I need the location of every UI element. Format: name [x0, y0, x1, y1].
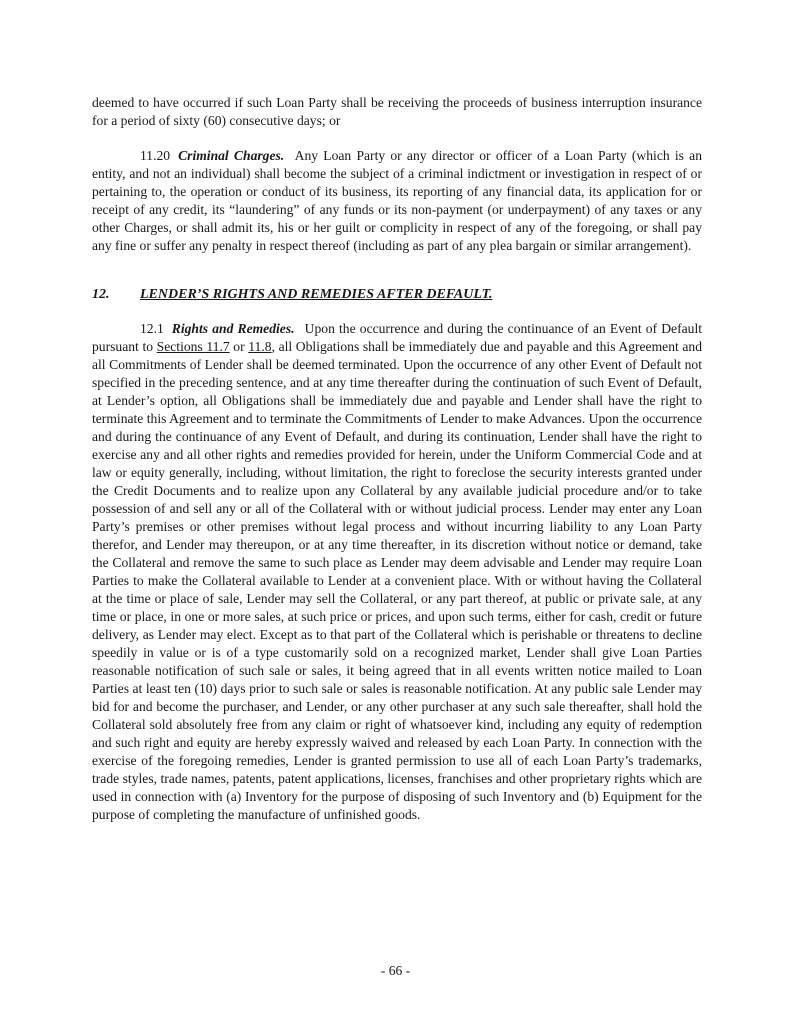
section-11-20: [92, 147, 702, 255]
cross-reference-link[interactable]: Sections 11.7: [156, 339, 230, 354]
cross-reference-link[interactable]: 11.8: [248, 339, 272, 354]
section-body-part1: Upon the occurrence and during the continuance of an Event of Default pursuant to: [92, 321, 703, 354]
section-body: Any Loan Party or any director or officer of a Loan Party (which is an entity, and not an individual) shall become the subject of a criminal indictment or investigation in respect of or pertaining to, the operation or conduct of its business, its reporting of any financial data, its application for or receipt of any credit, its “laundering” of any funds or its non-payment (or underpayment) of any taxes or any other Charges, or shall admit its, his or her guilt or complicity in respect of any of the foregoing, or shall pay any fine or suffer any penalty in respect thereof (including as part of any plea bargain or similar arrangement).: [92, 148, 702, 253]
section-title: Criminal Charges.: [178, 148, 285, 163]
article-number: 12.: [92, 287, 110, 302]
section-body-part2: , all Obligations shall be immediately due and payable and this Agreement and all Commitments of Lender shall be deemed terminated. Upon the occurrence of any other Event of Default not specified in the preceding sentence, and at any time thereafter during the continuation of such Event of Default, at Lender’s option, all Obligations shall be immediately due and payable and Lender shall have the right to terminate this Agreement and to terminate the Commitments of Lender to make Advances. Upon the occurrence and during the continuance of any Event of Default, and during its continuation, Lender shall have the right to exercise any and all other rights and remedies provided for herein, under the Uniform Commercial Code and at law or equity generally, including, without limitation, the right to foreclose the security interests granted under the Credit Documents and to realize upon any Collateral by any available judicial procedure and/or to take possession of and sell any or all of the Collateral with or without judicial process. Lender may enter any Loan Party’s premises or other premises without legal process and without incurring liability to any Loan Party therefor, and Lender may thereupon, or at any time thereafter, in its discretion without notice or demand, take the Collateral and remove the same to such place as Lender may deem advisable and Lender may require Loan Parties to make the Collateral available to Lender at a convenient place. With or without having the Collateral at the time or place of sale, Lender may sell the Collateral, or any part thereof, at public or private sale, at any time or place, in one or more sales, at such price or prices, and upon such terms, either for cash, credit or future delivery, as Lender may elect. Except as to that part of the Collateral which is perishable or threatens to decline speedily in value or is of a type customarily sold on a recognized market, Lender shall give Loan Parties reasonable notification of such sale or sales, it being agreed that in all events written notice mailed to Loan Parties at least ten (10) days prior to such sale or sales is reasonable notification. At any public sale Lender may bid for and become the purchaser, and Lender, or any other purchaser at any such sale thereafter, shall hold the Collateral sold absolutely free from any claim or right of whatsoever kind, including any equity of redemption and such right and equity are hereby expressly waived and released by each Loan Party. In connection with the exercise of the foregoing remedies, Lender is granted permission to use all of each Loan Party’s trademarks, trade styles, trade names, patents, patent applications, licenses, franchises and other proprietary rights which are used in connection with (a) Inventory for the purpose of disposing of such Inventory and (b) Equipment for the purpose of completing the manufacture of unfinished goods.: [92, 339, 703, 822]
article-title: LENDER’S RIGHTS AND REMEDIES AFTER DEFAULT.: [140, 287, 493, 302]
paragraph-continuation: deemed to have occurred if such Loan Party shall be receiving the proceeds of business interruption insurance for a period of sixty (60) consecutive days; or: [92, 95, 702, 128]
section-number: 12.1: [140, 321, 164, 336]
article-heading: [92, 286, 702, 304]
section-title: Rights and Remedies.: [171, 321, 295, 336]
page-number: - 66 -: [380, 963, 411, 978]
section-number: 11.20: [140, 148, 171, 163]
or-text: or: [233, 339, 245, 354]
section-12-1: [92, 320, 702, 824]
